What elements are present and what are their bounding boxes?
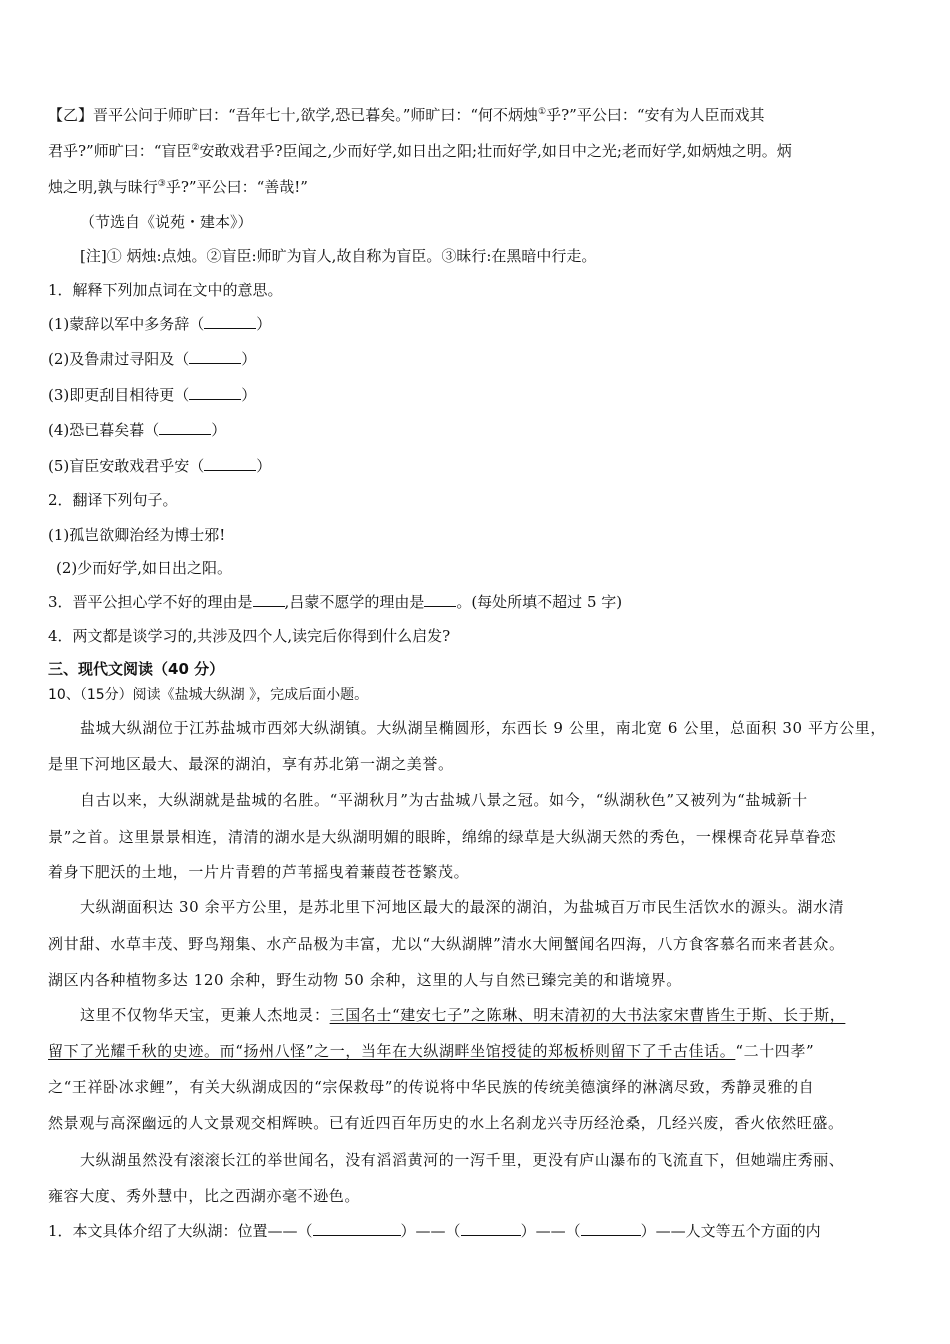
- article-p5-line-2: 雍容大度、秀外慧中，比之西湖亦毫不逊色。: [48, 1187, 361, 1205]
- yi-note: [注]① 炳烛:点烛。②盲臣:师旷为盲人,故自称为盲臣。③昧行:在黑暗中行走。: [80, 247, 597, 265]
- answer-blank[interactable]: [204, 456, 256, 471]
- q1-item-1: [48, 314, 271, 334]
- article-p2-line-2: 景”之首。这里景景相连，清清的湖水是大纵湖明媚的眼眸，绵绵的绿草是大纵湖天然的秀色，一棵棵奇花异草眷恋: [48, 828, 837, 846]
- answer-blank[interactable]: [189, 385, 241, 400]
- q1-item-text: (2)及鲁肃过寻阳及: [48, 350, 175, 368]
- note-mark-1: ①: [538, 107, 547, 117]
- q1-title: 1．解释下列加点词在文中的意思。: [48, 281, 283, 299]
- yi-text: 【乙】晋平公问于师旷曰：“吾年七十,欲学,恐已暮矣。”师旷曰：“何不炳烛: [48, 106, 539, 124]
- yi-text: 安敢戏君乎?臣闻之,少而好学,如日出之阳;壮而好学,如日中之光;老而好学,如炳烛之明。炳: [199, 142, 792, 160]
- underlined-text: 三国名士“建安七子”之陈琳、明末清初的大书法家宋曹皆生于斯、长于斯，: [329, 1006, 846, 1024]
- article-p3-line-1: 大纵湖面积达 30 余平方公里，是苏北里下河地区最大的最深的湖泊，为盐城百万市民生活饮水的源头。湖水清: [80, 898, 845, 916]
- paren-close: ）: [241, 386, 257, 404]
- yi-source: （节选自《说苑・建本》）: [80, 213, 253, 231]
- note-mark-2: ②: [191, 143, 200, 153]
- question-text: ）——（: [400, 1222, 461, 1240]
- q2-title: 2．翻译下列句子。: [48, 491, 178, 509]
- q2-sentence-2: (2)少而好学,如日出之阳。: [56, 559, 233, 577]
- q1-item-4: [48, 420, 226, 440]
- answer-blank[interactable]: [581, 1221, 641, 1236]
- article-p4-line-4: 然景观与高深幽远的人文景观交相辉映。已有近四百年历史的水上名刹龙兴寺历经沧桑，几经兴废，香火依然旺盛。: [48, 1114, 844, 1132]
- paren-close: ）: [256, 457, 272, 475]
- question-text: ）——（: [520, 1222, 581, 1240]
- article-text: “二十四孝”: [735, 1042, 815, 1060]
- q1-item-text: (4)恐已暮矣暮: [48, 421, 145, 439]
- answer-blank[interactable]: [313, 1221, 401, 1236]
- q3: [48, 592, 622, 612]
- article-p4-line-2: [48, 1041, 814, 1061]
- q2-sentence-1: (1)孤岂欲卿治经为博士邪!: [48, 526, 226, 544]
- paren-open: （: [144, 421, 160, 439]
- underlined-text: 留下了光耀千秋的史迹。而“扬州八怪”之一，当年在大纵湖畔坐馆授徒的郑板桥则留下了千古佳话。: [48, 1042, 736, 1060]
- question-text: 1．本文具体介绍了大纵湖：位置——（: [48, 1222, 313, 1240]
- section-heading: 三、现代文阅读（40 分）: [48, 660, 225, 678]
- article-p3-line-2: 冽甘甜、水草丰茂、野鸟翔集、水产品极为丰富，尤以“大纵湖牌”清水大闸蟹闻名四海，八方食客慕名而来者甚众。: [48, 935, 845, 953]
- article-p2-line-1: 自古以来，大纵湖就是盐城的名胜。“平湖秋月”为古盐城八景之冠。如今，“纵湖秋色”又被列为“盐城新十: [80, 791, 808, 809]
- article-p5-line-1: 大纵湖虽然没有滚滚长江的举世闻名，没有滔滔黄河的一泻千里，更没有庐山瀑布的飞流直下，但她端庄秀丽、: [80, 1151, 845, 1169]
- answer-blank[interactable]: [204, 314, 256, 329]
- q4: 4．两文都是谈学习的,共涉及四个人,读完后你得到什么启发?: [48, 627, 451, 645]
- q1-item-text: (5)盲臣安敢戏君乎安: [48, 457, 190, 475]
- article-p3-line-3: 湖区内各种植物多达 120 余种，野生动物 50 余种，这里的人与自然已臻完美的和谐境界。: [48, 971, 682, 989]
- answer-blank[interactable]: [159, 420, 211, 435]
- q1-item-text: (3)即更刮目相待更: [48, 386, 175, 404]
- yi-text: 乎?”平公曰：“善哉!”: [165, 178, 308, 196]
- q1-item-text: (1)蒙辞以军中多务辞: [48, 315, 190, 333]
- q3-text: ,吕蒙不愿学的理由是: [284, 593, 425, 611]
- article-p4-line-3: 之“王祥卧冰求鲤”，有关大纵湖成因的“宗保救母”的传说将中华民族的传统美德演绎的淋漓尽致，秀静灵雅的自: [48, 1078, 815, 1096]
- yi-text: 烛之明,孰与昧行: [48, 178, 158, 196]
- yi-line-2: [48, 141, 792, 161]
- q1-item-5: [48, 456, 271, 476]
- q3-text: 3．晋平公担心学不好的理由是: [48, 593, 253, 611]
- q1-item-2: [48, 349, 256, 369]
- paren-close: ）: [211, 421, 227, 439]
- paren-close: ）: [256, 315, 272, 333]
- note-mark-3: ③: [157, 179, 166, 189]
- article-p2-line-3: 着身下肥沃的土地，一片片青碧的芦苇摇曳着蒹葭苍苍繁茂。: [48, 863, 470, 881]
- q3-text: 。(每处所填不超过 5 字): [456, 593, 623, 611]
- paren-open: （: [174, 350, 190, 368]
- answer-blank[interactable]: [189, 349, 241, 364]
- paren-close: ）: [241, 350, 257, 368]
- answer-blank[interactable]: [461, 1221, 521, 1236]
- yi-line-3: [48, 177, 308, 197]
- article-p4-line-1: [80, 1005, 845, 1025]
- paren-open: （: [174, 386, 190, 404]
- paren-open: （: [189, 457, 205, 475]
- yi-text: 君乎?”师旷曰：“盲臣: [48, 142, 192, 160]
- answer-blank[interactable]: [253, 592, 285, 607]
- q10-title: 10、（15分）阅读《盐城大纵湖 》，完成后面小题。: [48, 687, 369, 703]
- yi-text: 乎?”平公曰：“安有为人臣而戏其: [546, 106, 765, 124]
- article-text: 这里不仅物华天宝，更兼人杰地灵：: [80, 1006, 330, 1024]
- q1-item-3: [48, 385, 256, 405]
- article-p1-line-2: 是里下河地区最大、最深的湖泊，享有苏北第一湖之美誉。: [48, 755, 454, 773]
- article-q1: [48, 1221, 821, 1241]
- question-text: ）——人文等五个方面的内: [640, 1222, 821, 1240]
- yi-line-1: [48, 105, 765, 125]
- article-p1-line-1: 盐城大纵湖位于江苏盐城市西郊大纵湖镇。大纵湖呈椭圆形，东西长 9 公里，南北宽 6 公里，总面积 30 平方公里，: [80, 719, 886, 737]
- answer-blank[interactable]: [424, 592, 456, 607]
- paren-open: （: [189, 315, 205, 333]
